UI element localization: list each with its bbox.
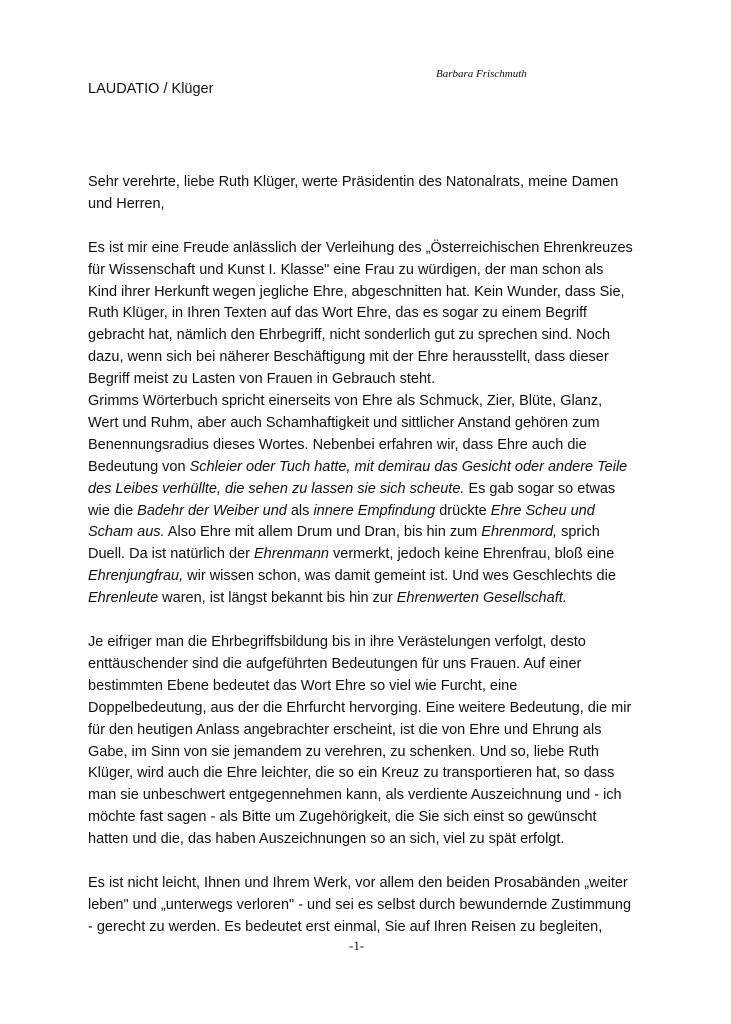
page-number: -1- xyxy=(349,938,365,953)
text-run: Duell. Da ist natürlich der xyxy=(88,546,255,563)
italic-quote: Ehre Scheu und xyxy=(490,502,595,519)
text-line: möchte fast sagen - als Bitte um Zugehörigkeit, die Sie sich einst so gewünscht xyxy=(88,809,597,826)
text-line: Ruth Klüger, in Ihren Texten auf das Wort Ehre, das es sogar zu einem Begriff xyxy=(88,305,587,322)
text-line: Wert und Ruhm, aber auch Schamhaftigkeit und sittlicher Anstand gehören zum xyxy=(88,414,600,431)
italic-quote: Ehrenmann xyxy=(254,546,329,563)
paragraph-1 xyxy=(88,238,648,391)
text-line: Begriff meist zu Lasten von Frauen in Gebrauch steht. xyxy=(88,371,436,388)
text-line: hatten und die, das haben Auszeichnungen so an sich, viel zu spät erfolgt. xyxy=(88,831,565,848)
italic-quote: Ehrenleute xyxy=(88,590,159,607)
text-line: enttäuschender sind die aufgeführten Bedeutungen für uns Frauen. Auf einer xyxy=(88,655,582,672)
text-line: Es ist mir eine Freude anlässlich der Verleihung des „Österreichischen Ehrenkreuzes xyxy=(88,239,633,256)
text-line xyxy=(88,479,648,501)
text-line: und Herren, xyxy=(88,195,165,212)
paragraph-2 xyxy=(88,391,648,610)
text-line xyxy=(88,588,648,610)
text-run: sprich xyxy=(557,524,600,541)
text-run: vermerkt, jedoch keine Ehrenfrau, bloß eine xyxy=(328,546,615,563)
text-run: Bedeutung von xyxy=(88,458,190,475)
text-line: leben" und „unterwegs verloren" - und sei es selbst durch bewundernde Zustimmung xyxy=(88,896,632,913)
text-run: waren, ist längst bekannt bis hin zur xyxy=(158,590,397,607)
text-line: Doppelbedeutung, aus der die Ehrfurcht hervorging. Eine weitere Bedeutung, die mir xyxy=(88,699,632,716)
text-line: Klüger, wird auch die Ehre leichter, die so ein Kreuz zu transportieren hat, so dass xyxy=(88,765,615,782)
text-run: als xyxy=(286,502,314,519)
text-line: dazu, wenn sich bei näherer Beschäftigung mit der Ehre herausstellt, dass dieser xyxy=(88,349,609,366)
text-line: man sie unbeschwert entgegennehmen kann, als verdiente Auszeichnung und - ich xyxy=(88,787,622,804)
text-line: Je eifriger man die Ehrbegriffsbildung bis in ihre Verästelungen verfolgt, desto xyxy=(88,634,586,650)
salutation xyxy=(88,172,648,216)
paragraph-4 xyxy=(88,873,648,939)
text-run: Also Ehre mit allem Drum und Dran, bis hin zum xyxy=(164,524,482,541)
author-name: Barbara Frischmuth xyxy=(436,68,527,80)
document-body xyxy=(88,172,648,939)
text-run: Es gab sogar so etwas xyxy=(464,480,616,497)
text-line: für den heutigen Anlass angebrachter erscheint, ist die von Ehre und Ehrung als xyxy=(88,721,602,738)
document-title: LAUDATIO / Klüger xyxy=(88,81,214,97)
text-line: - gerecht zu werden. Es bedeutet erst einmal, Sie auf Ihren Reisen zu begleiten, xyxy=(88,918,603,935)
text-run: drückte xyxy=(435,502,491,519)
text-line xyxy=(88,522,648,544)
italic-quote: innere Empfindung xyxy=(313,502,436,519)
paragraph-3 xyxy=(88,632,648,851)
text-line: Gabe, im Sinn von sie jemandem zu verehren, zu schenken. Und so, liebe Ruth xyxy=(88,743,599,760)
text-line xyxy=(88,566,648,588)
text-line: Kind ihrer Herkunft wegen jegliche Ehre, abgeschnitten hat. Kein Wunder, dass Sie, xyxy=(88,283,625,300)
text-run: wir wissen schon, was damit gemeint ist. Und wes Geschlechts die xyxy=(183,568,616,585)
text-line: Es ist nicht leicht, Ihnen und Ihrem Werk, vor allem den beiden Prosabänden „weiter xyxy=(88,874,628,891)
italic-quote: Ehrenmord, xyxy=(481,524,558,541)
italic-quote: Badehr der Weiber und xyxy=(137,502,287,519)
italic-quote: Ehrenwerten Gesellschaft. xyxy=(396,590,567,607)
text-line: Benennungsradius dieses Wortes. Nebenbei erfahren wir, dass Ehre auch die xyxy=(88,436,587,453)
italic-quote: des Leibes verhüllte, die sehen zu lassen sie sich scheute. xyxy=(88,480,465,497)
text-run: wie die xyxy=(88,502,138,519)
italic-quote: Scham aus. xyxy=(88,524,165,541)
text-line: Grimms Wörterbuch spricht einerseits von Ehre als Schmuck, Zier, Blüte, Glanz, xyxy=(88,393,603,410)
italic-quote: Ehrenjungfrau, xyxy=(88,568,184,585)
text-line: gebracht hat, nämlich den Ehrbegriff, nicht sonderlich gut zu sprechen sind. Noch xyxy=(88,327,611,344)
text-line xyxy=(88,457,648,479)
text-line: für Wissenschaft und Kunst I. Klasse" eine Frau zu würdigen, der man schon als xyxy=(88,261,604,278)
text-line: Sehr verehrte, liebe Ruth Klüger, werte Präsidentin des Natonalrats, meine Damen xyxy=(88,174,619,190)
italic-quote: Schleier oder Tuch hatte, mit demirau das Gesicht oder andere Teile xyxy=(189,458,628,475)
text-line xyxy=(88,544,648,566)
text-line: bestimmten Ebene bedeutet das Wort Ehre so viel wie Furcht, eine xyxy=(88,677,518,694)
text-line xyxy=(88,501,648,523)
